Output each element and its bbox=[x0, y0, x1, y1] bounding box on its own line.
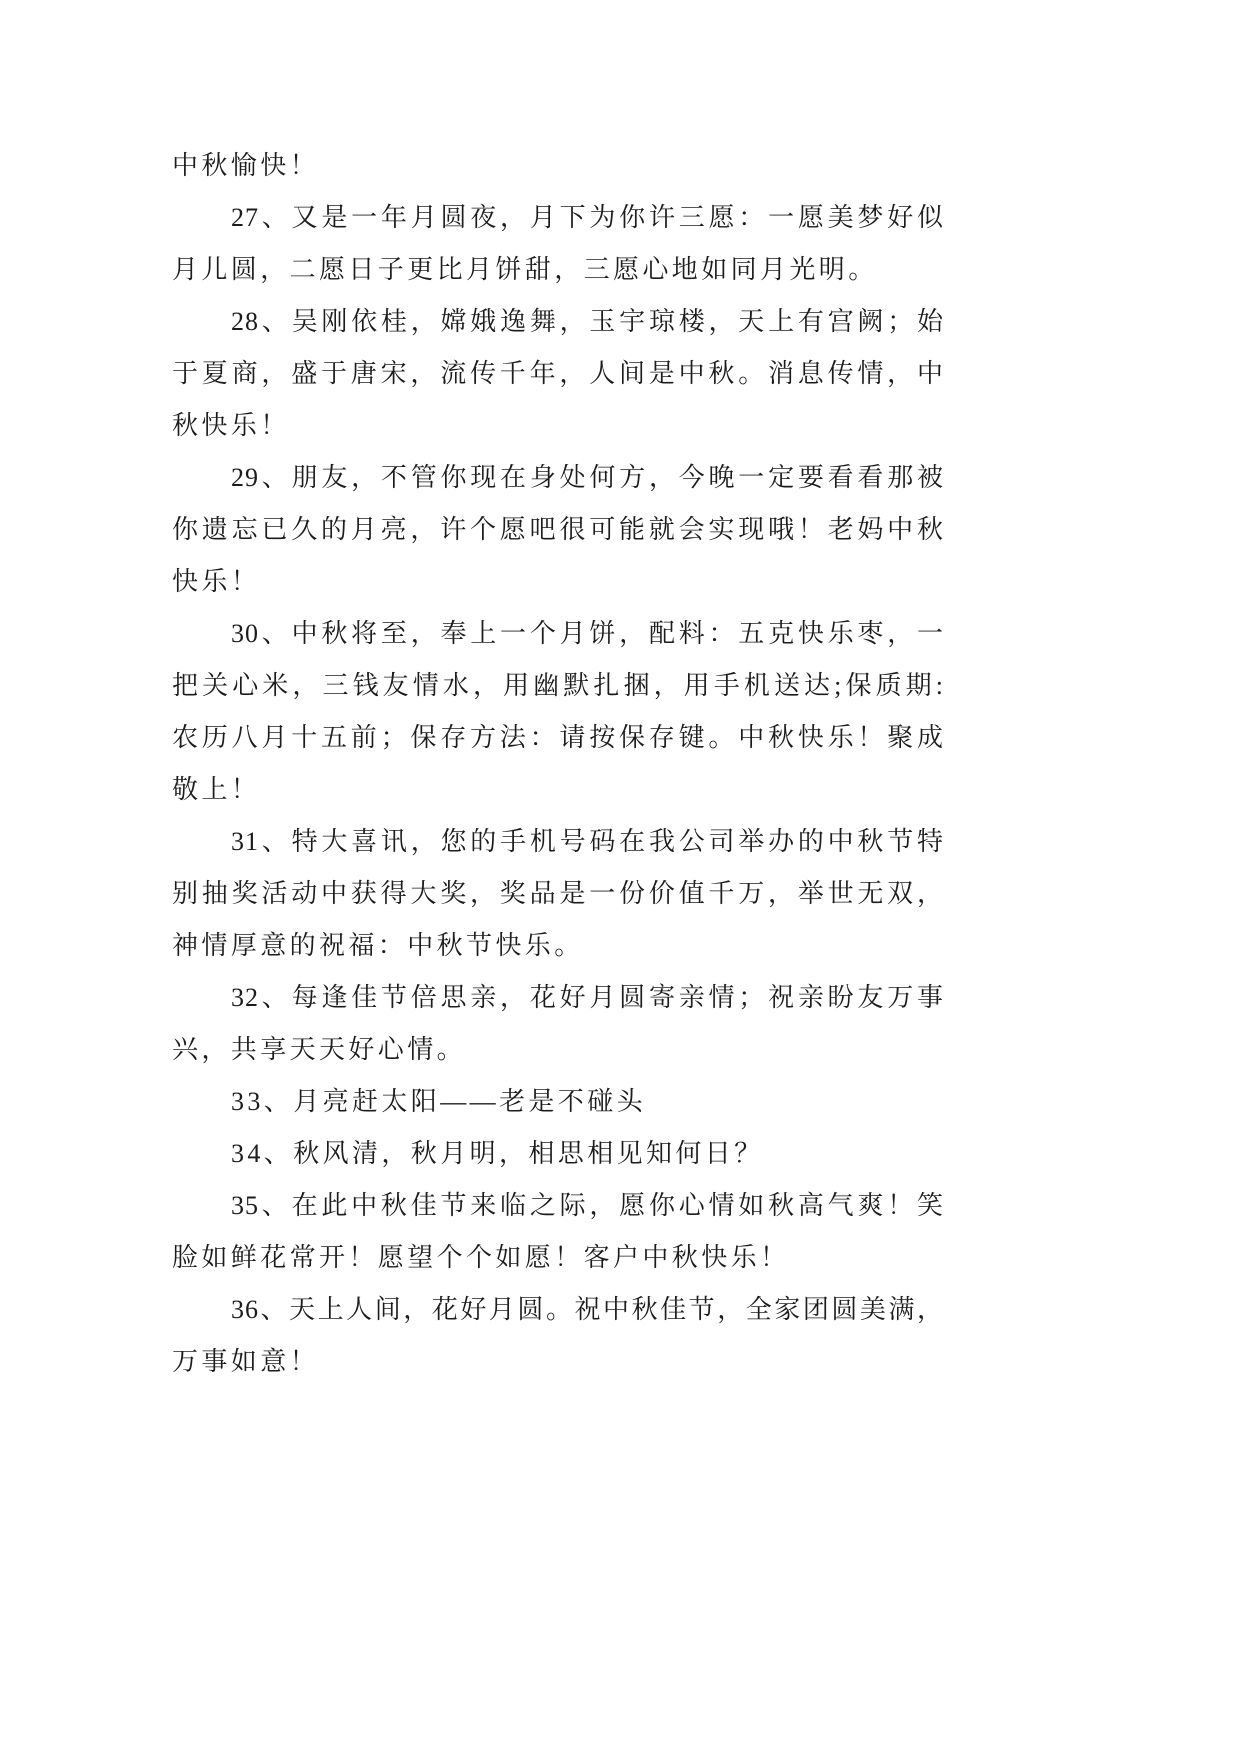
text-line: 敬上！ bbox=[172, 775, 261, 804]
paragraph-continuation bbox=[172, 140, 944, 192]
text-line: 中秋愉快！ bbox=[172, 151, 320, 180]
text-line: 31、特大喜讯，您的手机号码在我公司举办的中秋节特 bbox=[231, 827, 944, 856]
text-line: 于夏商，盛于唐宋，流传千年，人间是中秋。消息传情，中 bbox=[172, 359, 944, 388]
paragraph-28 bbox=[172, 296, 944, 452]
text-line: 快乐！ bbox=[172, 567, 261, 596]
text-line: 脸如鲜花常开！愿望个个如愿！客户中秋快乐！ bbox=[172, 1243, 790, 1272]
text-line: 36、天上人间，花好月圆。祝中秋佳节，全家团圆美满， bbox=[231, 1295, 944, 1324]
text-line: 27、又是一年月圆夜，月下为你许三愿：一愿美梦好似 bbox=[231, 203, 944, 232]
document-body bbox=[172, 140, 944, 1388]
text-line: 35、在此中秋佳节来临之际，愿你心情如秋高气爽！笑 bbox=[231, 1191, 944, 1220]
text-line: 兴，共享天天好心情。 bbox=[172, 1035, 467, 1064]
text-line: 34、秋风清，秋月明，相思相见知何日？ bbox=[231, 1139, 764, 1168]
text-line: 把关心米，三钱友情水，用幽默扎捆，用手机送达;保质期: bbox=[172, 671, 944, 700]
text-line: 别抽奖活动中获得大奖，奖品是一份价值千万，举世无双， bbox=[172, 879, 944, 908]
text-line: 33、月亮赶太阳——老是不碰头 bbox=[231, 1087, 647, 1116]
text-line: 秋快乐！ bbox=[172, 411, 290, 440]
text-line: 29、朋友，不管你现在身处何方，今晚一定要看看那被 bbox=[231, 463, 944, 492]
text-line: 你遗忘已久的月亮，许个愿吧很可能就会实现哦！老妈中秋 bbox=[172, 515, 944, 544]
paragraph-35 bbox=[172, 1180, 944, 1284]
text-line: 月儿圆，二愿日子更比月饼甜，三愿心地如同月光明。 bbox=[172, 255, 878, 284]
paragraph-31 bbox=[172, 816, 944, 972]
paragraph-27 bbox=[172, 192, 944, 296]
paragraph-34 bbox=[172, 1128, 944, 1180]
text-line: 32、每逢佳节倍思亲，花好月圆寄亲情；祝亲盼友万事 bbox=[231, 983, 944, 1012]
paragraph-36 bbox=[172, 1284, 944, 1388]
text-line: 30、中秋将至，奉上一个月饼，配料：五克快乐枣，一 bbox=[231, 619, 944, 648]
text-line: 28、吴刚依桂，嫦娥逸舞，玉宇琼楼，天上有宫阙；始 bbox=[231, 307, 944, 336]
text-line: 神情厚意的祝福：中秋节快乐。 bbox=[172, 931, 584, 960]
paragraph-32 bbox=[172, 972, 944, 1076]
paragraph-29 bbox=[172, 452, 944, 608]
paragraph-30 bbox=[172, 608, 944, 816]
paragraph-33 bbox=[172, 1076, 944, 1128]
text-line: 万事如意！ bbox=[172, 1347, 320, 1376]
text-line: 农历八月十五前；保存方法：请按保存键。中秋快乐！聚成 bbox=[172, 723, 944, 752]
